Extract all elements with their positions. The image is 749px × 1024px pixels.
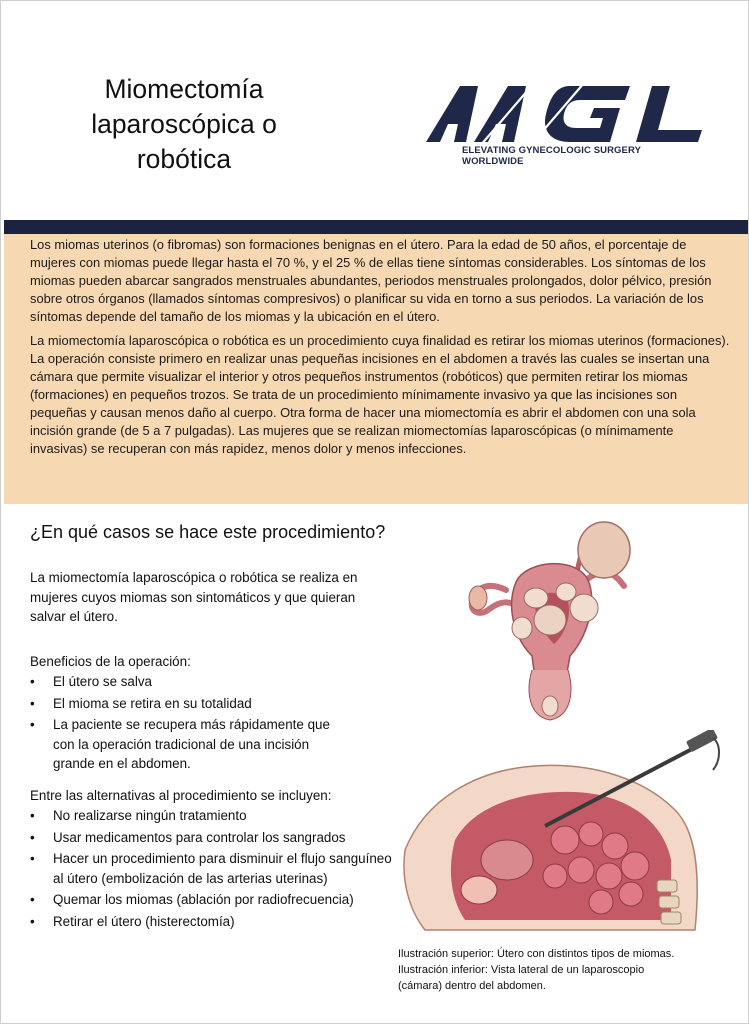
list-item: • Quemar los miomas (ablación por radiofrecuencia): [30, 890, 393, 910]
aagl-logo-mark: [420, 76, 710, 146]
page-title: Miomectomía laparoscópica o robótica: [91, 74, 277, 174]
list-item: • Retirar el útero (histerectomía): [30, 912, 393, 932]
laparoscope-illustration: [395, 730, 725, 935]
alternatives-list: [30, 806, 393, 933]
uterus-fibroids-illustration: [466, 520, 636, 725]
illustration-caption: Ilustración superior: Útero con distintos tipos de miomas. Ilustración inferior: Vista lateral de un laparoscopio (cámara) dentro del abdomen.: [398, 948, 675, 992]
intro-paragraph-1: Los miomas uterinos (o fibromas) son formaciones benignas en el útero. Para la edad de 50 años, el porcentaje de mujeres con miomas puede llegar hasta el 70 %, y el 25 % de ellas tiene síntomas considerables. Los síntomas de los miomas pueden abarcar sangrados menstruales abundantes, periodos menstruales prolongados, dolor pélvico, presión sobre otros órganos (llamados síntomas compresivos) o planificar su vida en torno a sus periodos. La variación de los síntomas depende del tamaño de los miomas y la ubicación en el útero.: [30, 237, 712, 324]
benefits-title: Beneficios de la operación:: [30, 654, 191, 669]
alternatives-title: Entre las alternativas al procedimiento se incluyen:: [30, 788, 332, 803]
list-item: • No realizarse ningún tratamiento: [30, 806, 393, 826]
intro-box: [4, 234, 748, 504]
list-item: • La paciente se recupera más rápidamente que con la operación tradicional de una incisión grande en el abdomen.: [30, 715, 353, 774]
list-item: • Hacer un procedimiento para disminuir el flujo sanguíneo al útero (embolización de las arterias uterinas): [30, 849, 393, 888]
list-item: • Usar medicamentos para controlar los sangrados: [30, 828, 393, 848]
intro-paragraph-2: La miomectomía laparoscópica o robótica es un procedimiento cuya finalidad es retirar los miomas uterinos (formaciones). La operación consiste primero en realizar unas pequeñas incisiones en el abdomen a través las cuales se insertan una cámara que permite visualizar el interior y otros pequeños instrumentos (robóticos) que permiten retirar los miomas (formaciones) en pequeños trozos. Se trata de un procedimiento mínimamente invasivo ya que las incisiones son pequeñas y causan menos daño al cuerpo. Otra forma de hacer una miomectomía es abrir el abdomen con una sola incisión grande (de 5 a 7 pulgadas). Las mujeres que se realizan miomectomías laparoscópicas (o mínimamente invasivas) se recuperan con más rapidez, menos dolor y menos infecciones.: [30, 333, 730, 456]
header-divider-bar: [4, 220, 748, 234]
indications-paragraph: La miomectomía laparoscópica o robótica se realiza en mujeres cuyos miomas son sintomáticos y que quieran salvar el útero.: [30, 570, 358, 624]
benefits-list: [30, 672, 353, 776]
logo-tagline: ELEVATING GYNECOLOGIC SURGERY WORLDWIDE: [462, 145, 641, 167]
section-heading: ¿En qué casos se hace este procedimiento?: [30, 522, 386, 542]
list-item: • El mioma se retira en su totalidad: [30, 694, 353, 714]
list-item: • El útero se salva: [30, 672, 353, 692]
